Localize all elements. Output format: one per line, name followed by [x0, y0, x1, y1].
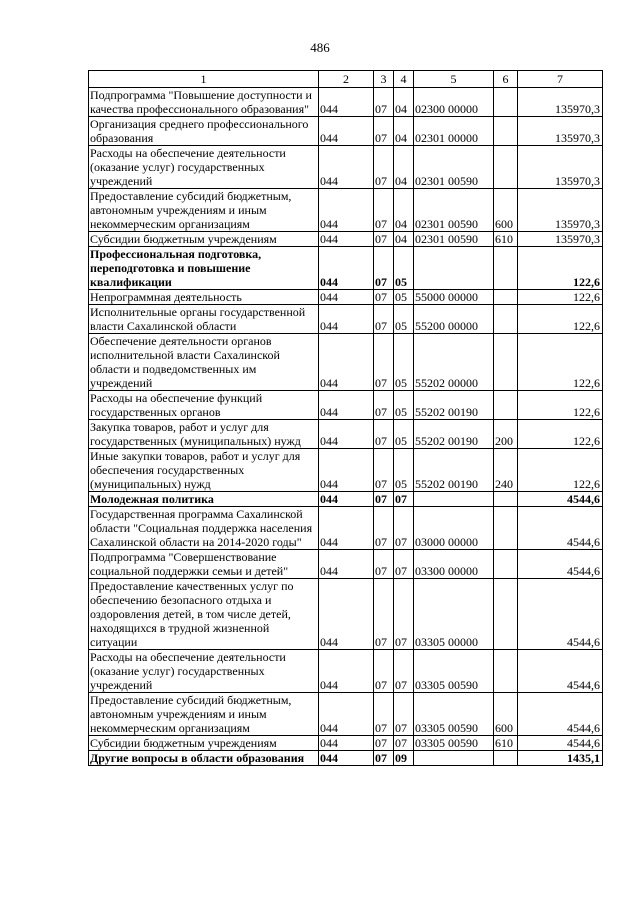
row-section-cell: 07	[374, 693, 394, 736]
row-chapter-cell: 044	[319, 507, 374, 550]
table-row	[89, 334, 603, 391]
row-chapter-cell: 044	[319, 391, 374, 420]
row-name-cell: Расходы на обеспечение деятельности (оказание услуг) государственных учреждений	[89, 146, 319, 189]
table-row	[89, 117, 603, 146]
row-chapter-cell: 044	[319, 232, 374, 247]
row-target-article-cell: 02300 00000	[414, 88, 494, 117]
row-chapter-cell: 044	[319, 650, 374, 693]
row-name-cell: Закупка товаров, работ и услуг для государственных (муниципальных) нужд	[89, 420, 319, 449]
row-name-cell: Подпрограмма "Повышение доступности и качества профессионального образования"	[89, 88, 319, 117]
table-row	[89, 693, 603, 736]
column-header-2: 2	[319, 71, 374, 88]
row-section-cell: 07	[374, 305, 394, 334]
table-row	[89, 247, 603, 290]
row-name-cell: Предоставление качественных услуг по обеспечению безопасного отдыха и оздоровления детей, в том числе детей, находящихся в трудной жизненной ситуации	[89, 579, 319, 650]
row-amount-cell: 135970,3	[518, 146, 603, 189]
row-target-article-cell: 02301 00000	[414, 117, 494, 146]
row-expense-type-cell	[494, 650, 518, 693]
table-row	[89, 189, 603, 232]
table-row	[89, 650, 603, 693]
row-name-cell: Подпрограмма "Совершенствование социальной поддержки семьи и детей"	[89, 550, 319, 579]
table-row	[89, 305, 603, 334]
row-subsection-cell: 05	[394, 420, 414, 449]
row-amount-cell: 122,6	[518, 305, 603, 334]
row-name-cell: Молодежная политика	[89, 492, 319, 507]
row-expense-type-cell	[494, 334, 518, 391]
row-chapter-cell: 044	[319, 550, 374, 579]
row-subsection-cell: 07	[394, 650, 414, 693]
row-chapter-cell: 044	[319, 420, 374, 449]
row-expense-type-cell	[494, 247, 518, 290]
row-subsection-cell: 07	[394, 736, 414, 751]
row-section-cell: 07	[374, 232, 394, 247]
row-subsection-cell: 07	[394, 507, 414, 550]
row-section-cell: 07	[374, 751, 394, 766]
row-chapter-cell: 044	[319, 189, 374, 232]
budget-table	[88, 70, 603, 766]
row-target-article-cell: 02301 00590	[414, 232, 494, 247]
row-chapter-cell: 044	[319, 305, 374, 334]
row-amount-cell: 122,6	[518, 391, 603, 420]
row-amount-cell: 4544,6	[518, 579, 603, 650]
row-amount-cell: 135970,3	[518, 189, 603, 232]
table-row	[89, 736, 603, 751]
row-amount-cell: 4544,6	[518, 492, 603, 507]
table-body	[89, 88, 603, 766]
table-row	[89, 550, 603, 579]
row-target-article-cell: 03305 00590	[414, 650, 494, 693]
row-subsection-cell: 05	[394, 449, 414, 492]
row-section-cell: 07	[374, 290, 394, 305]
header-row	[89, 71, 603, 88]
row-expense-type-cell	[494, 492, 518, 507]
row-target-article-cell	[414, 247, 494, 290]
row-name-cell: Другие вопросы в области образования	[89, 751, 319, 766]
table-row	[89, 290, 603, 305]
table-row	[89, 391, 603, 420]
row-amount-cell: 135970,3	[518, 232, 603, 247]
row-expense-type-cell	[494, 88, 518, 117]
row-chapter-cell: 044	[319, 117, 374, 146]
row-section-cell: 07	[374, 492, 394, 507]
row-amount-cell: 4544,6	[518, 550, 603, 579]
row-amount-cell: 122,6	[518, 247, 603, 290]
row-target-article-cell: 55202 00190	[414, 449, 494, 492]
row-expense-type-cell: 610	[494, 232, 518, 247]
table-header	[89, 71, 603, 88]
table-row	[89, 146, 603, 189]
row-name-cell: Профессиональная подготовка, переподготовка и повышение квалификации	[89, 247, 319, 290]
row-section-cell: 07	[374, 334, 394, 391]
row-expense-type-cell	[494, 146, 518, 189]
row-target-article-cell: 03305 00590	[414, 736, 494, 751]
row-section-cell: 07	[374, 117, 394, 146]
row-name-cell: Обеспечение деятельности органов исполнительной власти Сахалинской области и подведомственных им учреждений	[89, 334, 319, 391]
row-amount-cell: 4544,6	[518, 650, 603, 693]
row-expense-type-cell	[494, 751, 518, 766]
row-section-cell: 07	[374, 650, 394, 693]
row-subsection-cell: 04	[394, 232, 414, 247]
row-chapter-cell: 044	[319, 290, 374, 305]
table-row	[89, 420, 603, 449]
row-name-cell: Субсидии бюджетным учреждениям	[89, 232, 319, 247]
row-target-article-cell: 55202 00190	[414, 420, 494, 449]
column-header-3: 3	[374, 71, 394, 88]
row-expense-type-cell	[494, 550, 518, 579]
row-subsection-cell: 04	[394, 189, 414, 232]
row-target-article-cell: 03300 00000	[414, 550, 494, 579]
row-name-cell: Организация среднего профессионального образования	[89, 117, 319, 146]
row-amount-cell: 122,6	[518, 420, 603, 449]
row-section-cell: 07	[374, 88, 394, 117]
row-target-article-cell: 02301 00590	[414, 189, 494, 232]
table-row	[89, 88, 603, 117]
row-subsection-cell: 05	[394, 247, 414, 290]
row-name-cell: Субсидии бюджетным учреждениям	[89, 736, 319, 751]
table-row	[89, 449, 603, 492]
table-row	[89, 579, 603, 650]
row-expense-type-cell	[494, 117, 518, 146]
row-subsection-cell: 07	[394, 693, 414, 736]
row-section-cell: 07	[374, 579, 394, 650]
row-target-article-cell	[414, 492, 494, 507]
row-subsection-cell: 07	[394, 492, 414, 507]
row-name-cell: Иные закупки товаров, работ и услуг для обеспечения государственных (муниципальных) нужд	[89, 449, 319, 492]
row-amount-cell: 1435,1	[518, 751, 603, 766]
row-expense-type-cell	[494, 579, 518, 650]
column-header-1: 1	[89, 71, 319, 88]
row-target-article-cell: 55000 00000	[414, 290, 494, 305]
row-target-article-cell: 03000 00000	[414, 507, 494, 550]
row-target-article-cell: 02301 00590	[414, 146, 494, 189]
row-chapter-cell: 044	[319, 449, 374, 492]
row-amount-cell: 122,6	[518, 334, 603, 391]
column-header-4: 4	[394, 71, 414, 88]
page-number: 486	[310, 40, 330, 55]
row-subsection-cell: 05	[394, 305, 414, 334]
row-target-article-cell	[414, 751, 494, 766]
row-name-cell: Расходы на обеспечение функций государственных органов	[89, 391, 319, 420]
column-header-7: 7	[518, 71, 603, 88]
row-name-cell: Предоставление субсидий бюджетным, автономным учреждениям и иным некоммерческим организациям	[89, 189, 319, 232]
table-row	[89, 492, 603, 507]
row-section-cell: 07	[374, 391, 394, 420]
row-chapter-cell: 044	[319, 492, 374, 507]
row-subsection-cell: 04	[394, 146, 414, 189]
row-target-article-cell: 55202 00190	[414, 391, 494, 420]
row-section-cell: 07	[374, 420, 394, 449]
row-expense-type-cell: 610	[494, 736, 518, 751]
row-expense-type-cell	[494, 507, 518, 550]
row-section-cell: 07	[374, 247, 394, 290]
row-chapter-cell: 044	[319, 736, 374, 751]
row-section-cell: 07	[374, 736, 394, 751]
row-subsection-cell: 05	[394, 391, 414, 420]
row-amount-cell: 135970,3	[518, 117, 603, 146]
row-chapter-cell: 044	[319, 88, 374, 117]
row-subsection-cell: 05	[394, 334, 414, 391]
row-subsection-cell: 07	[394, 550, 414, 579]
row-amount-cell: 122,6	[518, 449, 603, 492]
table-row	[89, 232, 603, 247]
row-expense-type-cell	[494, 305, 518, 334]
row-expense-type-cell: 240	[494, 449, 518, 492]
row-name-cell: Непрограммная деятельность	[89, 290, 319, 305]
row-subsection-cell: 05	[394, 290, 414, 305]
row-subsection-cell: 04	[394, 117, 414, 146]
row-subsection-cell: 04	[394, 88, 414, 117]
row-section-cell: 07	[374, 449, 394, 492]
row-expense-type-cell	[494, 391, 518, 420]
row-section-cell: 07	[374, 146, 394, 189]
row-target-article-cell: 55202 00000	[414, 334, 494, 391]
row-chapter-cell: 044	[319, 693, 374, 736]
row-subsection-cell: 07	[394, 579, 414, 650]
row-name-cell: Государственная программа Сахалинской области "Социальная поддержка населения Сахалинской области на 2014-2020 годы"	[89, 507, 319, 550]
row-chapter-cell: 044	[319, 146, 374, 189]
row-target-article-cell: 03305 00000	[414, 579, 494, 650]
row-amount-cell: 4544,6	[518, 507, 603, 550]
row-amount-cell: 4544,6	[518, 693, 603, 736]
row-chapter-cell: 044	[319, 579, 374, 650]
row-target-article-cell: 03305 00590	[414, 693, 494, 736]
column-header-6: 6	[494, 71, 518, 88]
row-name-cell: Расходы на обеспечение деятельности (оказание услуг) государственных учреждений	[89, 650, 319, 693]
row-expense-type-cell: 600	[494, 693, 518, 736]
row-name-cell: Предоставление субсидий бюджетным, автономным учреждениям и иным некоммерческим организациям	[89, 693, 319, 736]
table-row	[89, 751, 603, 766]
row-chapter-cell: 044	[319, 334, 374, 391]
row-chapter-cell: 044	[319, 247, 374, 290]
row-section-cell: 07	[374, 550, 394, 579]
row-amount-cell: 4544,6	[518, 736, 603, 751]
row-amount-cell: 135970,3	[518, 88, 603, 117]
row-expense-type-cell: 200	[494, 420, 518, 449]
row-section-cell: 07	[374, 507, 394, 550]
row-section-cell: 07	[374, 189, 394, 232]
row-expense-type-cell: 600	[494, 189, 518, 232]
row-name-cell: Исполнительные органы государственной власти Сахалинской области	[89, 305, 319, 334]
row-subsection-cell: 09	[394, 751, 414, 766]
row-expense-type-cell	[494, 290, 518, 305]
table-row	[89, 507, 603, 550]
column-header-5: 5	[414, 71, 494, 88]
row-target-article-cell: 55200 00000	[414, 305, 494, 334]
row-amount-cell: 122,6	[518, 290, 603, 305]
row-chapter-cell: 044	[319, 751, 374, 766]
